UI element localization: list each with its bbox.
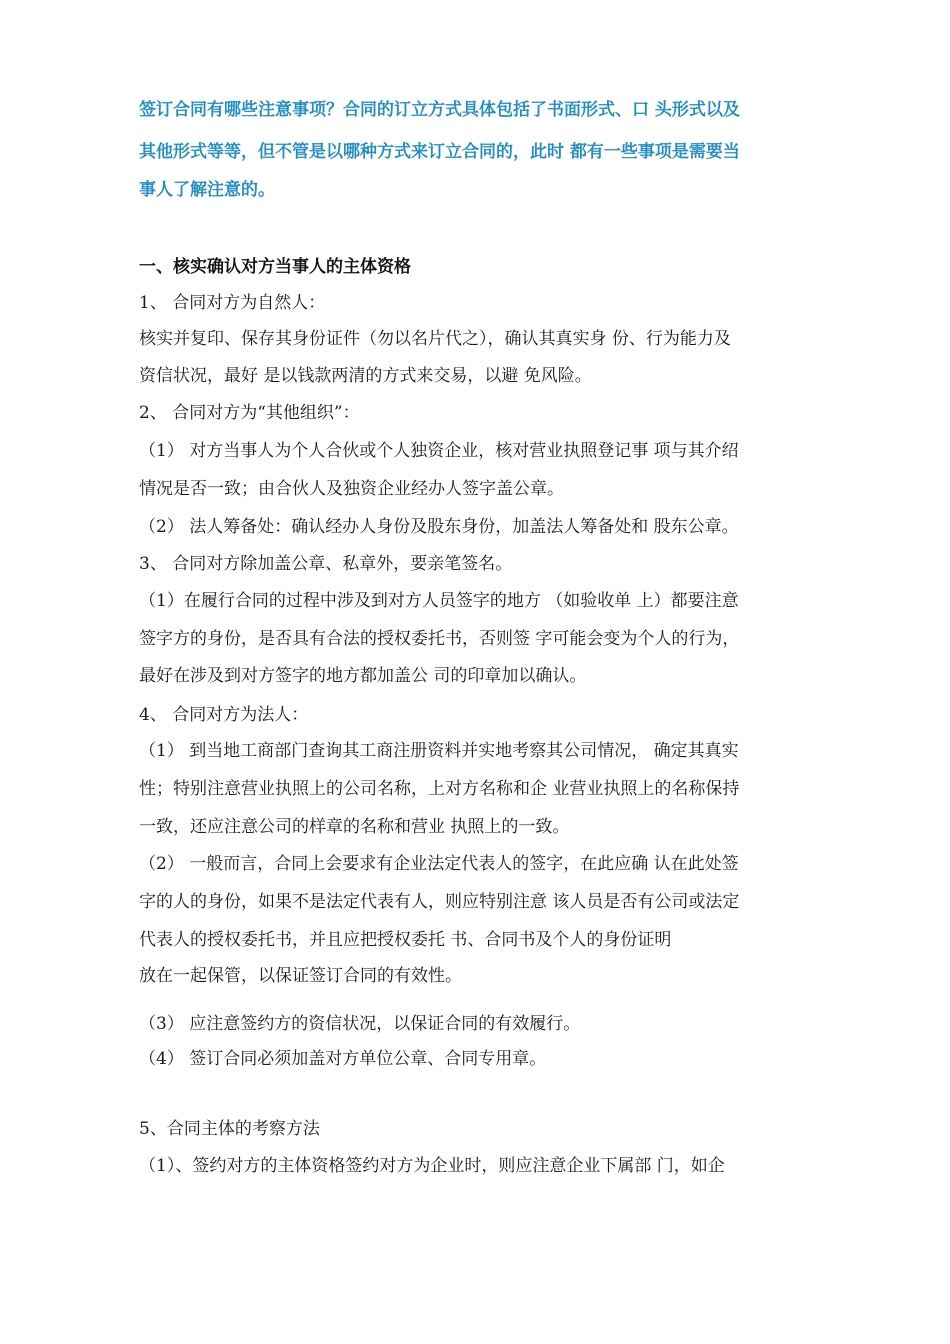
body-line: 2、 合同对方为“其他组织”： (139, 403, 360, 423)
body-line: 一致，还应注意公司的样章的名称和营业 执照上的一致。 (139, 817, 570, 837)
body-line: （2） 法人筹备处：确认经办人身份及股东身份，加盖法人筹备处和 股东公章。 (139, 517, 739, 537)
body-line: 5、合同主体的考察方法 (139, 1119, 320, 1139)
body-line: 核实并复印、保存其身份证件（勿以名片代之），确认其真实身 份、行为能力及 (139, 329, 731, 349)
body-line: 放在一起保管，以保证签订合同的有效性。 (139, 966, 462, 986)
body-line: 情况是否一致；由合伙人及独资企业经办人签字盖公章。 (139, 479, 564, 499)
body-line: 字的人的身份，如果不是法定代表有人，则应特别注意 该人员是否有公司或法定 (139, 892, 740, 912)
intro-line-3: 事人了解注意的。 (139, 180, 275, 200)
body-line: （2） 一般而言，合同上会要求有企业法定代表人的签字，在此应确 认在此处签 (139, 854, 739, 874)
body-line: （1） 对方当事人为个人合伙或个人独资企业，核对营业执照登记事 项与其介绍 (139, 441, 739, 461)
body-line: （1） 到当地工商部门查询其工商注册资料并实地考察其公司情况， 确定其真实 (139, 741, 739, 761)
body-line: （3） 应注意签约方的资信状况，以保证合同的有效履行。 (139, 1014, 581, 1034)
intro-line-1: 签订合同有哪些注意事项？合同的订立方式具体包括了书面形式、口 头形式以及 (139, 100, 740, 120)
body-line: 代表人的授权委托书，并且应把授权委托 书、合同书及个人的身份证明 (139, 930, 672, 950)
body-line: 性；特别注意营业执照上的公司名称，上对方名称和企 业营业执照上的名称保持 (139, 779, 740, 799)
body-line: （4） 签订合同必须加盖对方单位公章、合同专用章。 (139, 1049, 547, 1069)
body-line: 签字方的身份，是否具有合法的授权委托书，否则签 字可能会变为个人的行为， (139, 629, 740, 649)
body-line: （1）、签约对方的主体资格签约对方为企业时，则应注意企业下属部 门，如企 (139, 1156, 725, 1176)
intro-line-2: 其他形式等等，但不管是以哪种方式来订立合同的，此时 都有一些事项是需要当 (139, 142, 740, 162)
body-line: 1、 合同对方为自然人： (139, 293, 326, 313)
body-line: 最好在涉及到对方签字的地方都加盖公 司的印章加以确认。 (139, 666, 587, 686)
body-line: 3、 合同对方除加盖公章、私章外，要亲笔签名。 (139, 554, 513, 574)
body-line: 资信状况，最好 是以钱款两清的方式来交易，以避 免风险。 (139, 366, 592, 386)
body-line: 4、 合同对方为法人： (139, 705, 309, 725)
body-line: （1）在履行合同的过程中涉及到对方人员签字的地方 （如验收单 上）都要注意 (139, 591, 739, 611)
section-heading: 一、核实确认对方当事人的主体资格 (139, 257, 411, 277)
